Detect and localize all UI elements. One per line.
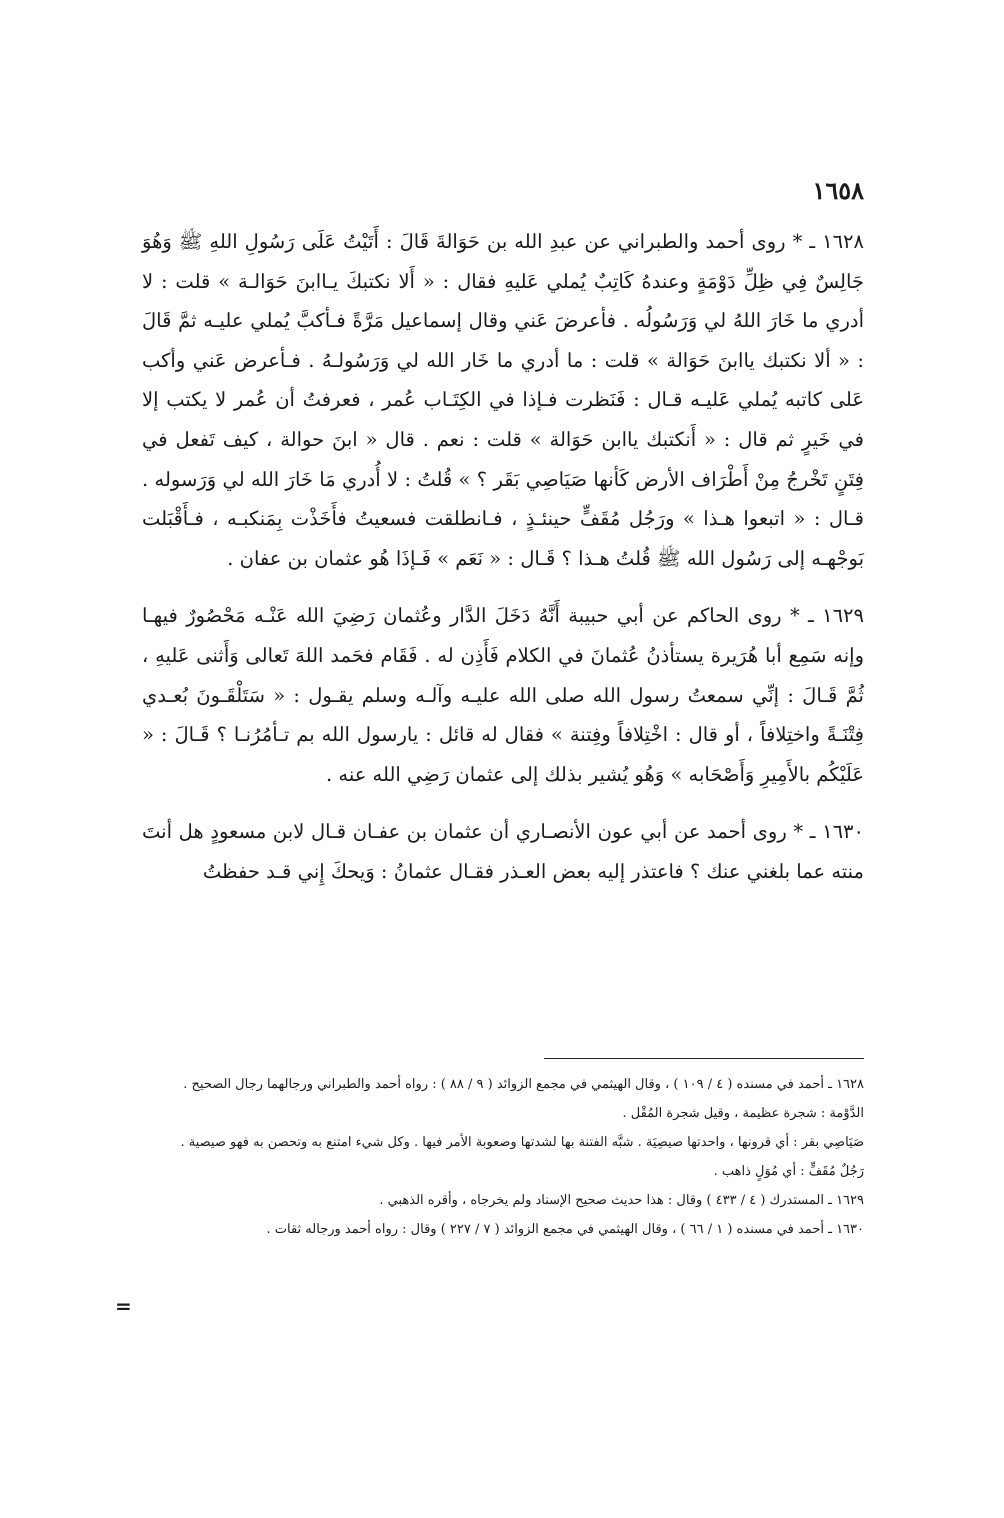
continuation-mark: = — [115, 1294, 132, 1318]
footnotes — [142, 1070, 864, 1244]
footnote-dawma: الدَّوْمة : شجرة عظيمة ، وقيل شجرة المُقْل . — [622, 1106, 864, 1121]
footnote-muqaff: رَجُلٌ مُقَفٍّ : أي مُوَلٍ ذاهب . — [713, 1164, 864, 1179]
footnote-separator — [544, 1058, 864, 1059]
main-text — [142, 222, 864, 892]
paragraph-1630: ١٦٣٠ ـ * روى أحمد عن أبي عون الأنصـاري أن عثمان بن عفـان قـال لابن مسعودٍ هل أنتَ منته عما بلغني عنك ؟ فاعتذر إليه بعض العـذر فقـال عثمانُ : وَيحكَ إِني قـد حفظتُ — [142, 820, 864, 883]
paragraph-1629: ١٦٢٩ ـ * روى الحاكم عن أبي حبيبة أَنَّهُ دَخَلَ الدَّار وعُثمان رَضِيَ الله عَنْـه مَحْصُورٌ فيهـا وإنه سَمِع أبا هُرَيرة يستأذنُ عُثمانَ في الكلام فَأَذِن له . فَقَام فحَمد اللهَ تَعالى وَأَثنى عَليهِ ، ثُمَّ قَـالَ : إنِّي سمعتُ رسول الله صلى الله عليـه وآلـه وسلم يقـول : « سَتَلْقَـونَ بُعـدي فِتْنَـةً واختِلافاً ، أو قال : اخْتِلافاً وفِتنة » فقال له قائل : يارسول الله بم تـأمُرُنـا ؟ قَـالَ : « عَلَيْكُم بالأَمِيرِ وَأَصْحَابه » وَهُو يُشير بذلك إلى عثمان رَضِي الله عنه . — [142, 604, 864, 786]
footnote-1628-source: ١٦٢٨ ـ أحمد في مسنده ( ٤ / ١٠٩ ) ، وقال الهيثمي في مجمع الزوائد ( ٩ / ٨٨ ) : رواه أحمد والطبراني ورجالهما رجال الصحيح . — [183, 1077, 864, 1092]
footnote-1629-source: ١٦٢٩ ـ المستدرك ( ٤ / ٤٣٣ ) وقال : هذا حديث صحيح الإسناد ولم يخرجاه ، وأقره الذهبي . — [379, 1193, 864, 1208]
footnote-1630-source: ١٦٣٠ ـ أحمد في مسنده ( ١ / ٦٦ ) ، وقال الهيثمي في مجمع الزوائد ( ٧ / ٢٢٧ ) وقال : رواه أحمد ورجاله ثقات . — [266, 1222, 864, 1237]
paragraph-1628: ١٦٢٨ ـ * روى أحمد والطبراني عن عبدِ الله بن حَوَالةَ قَالَ : أَتَيْتُ عَلَى رَسُولِ اللهِ ﷺ وَهُوَ جَالِسٌ فِي ظِلِّ دَوْمَةٍ وعندهُ كَاتِبٌ يُملي عَليهِ فقال : « أَلا نكتبكَ يـاابنَ حَوَالـة » قلت : لا أدري ما خَارَ اللهُ لي وَرَسُولُه . فأعرضَ عَني وقال إسماعيل مَرَّةً فـأكبَّ يُملي عليـه ثمَّ قَالَ : « ألا نكتبك ياابنَ حَوَالة » قلت : ما أدري ما خَار الله لي وَرَسُولـهُ . فـأعرض عَني وأكب عَلى كاتبه يُملي عَليـه قـال : فَنَظرت فـإذا في الكِتَـاب عُمر ، فعرفتُ أن عُمر لا يكتب إلا في خَيرٍ ثم قال : « أَنكتبك ياابن حَوَالة » قلت : نعم . قال « ابنَ حوالة ، كيف تَفعل في فِتَنٍ تَخْرجُ مِنْ أَطْرَاف الأرض كَأنها صَيَاصِي بَقَر ؟ » قُلتُ : لا أُدري مَا خَارَ الله لي وَرَسوله . قـال : « اتبعوا هـذا » ورَجُل مُقَفٍّ حينئـذٍ ، فـانطلقت فسعيتُ فأَخَذْت بِمَنكبـه ، فـأَقْبَلت بَوجْهـه إلى رَسُول الله ﷺ قُلتُ هـذا ؟ قَـال : « نَعَم » فَـإذَا هُو عثمان بن عفان . — [142, 230, 864, 570]
footnote-sayasi: صَيَاصِي بقر : أي قرونها ، واحدتها صيصِيَة . شبَّه الفتنة بها لشدتها وصعوبة الأمر فيها . وكل شيء امتنع به وتحصن به فهو صيصية . — [180, 1135, 864, 1150]
page-number: ١٦٥٨ — [812, 176, 864, 205]
